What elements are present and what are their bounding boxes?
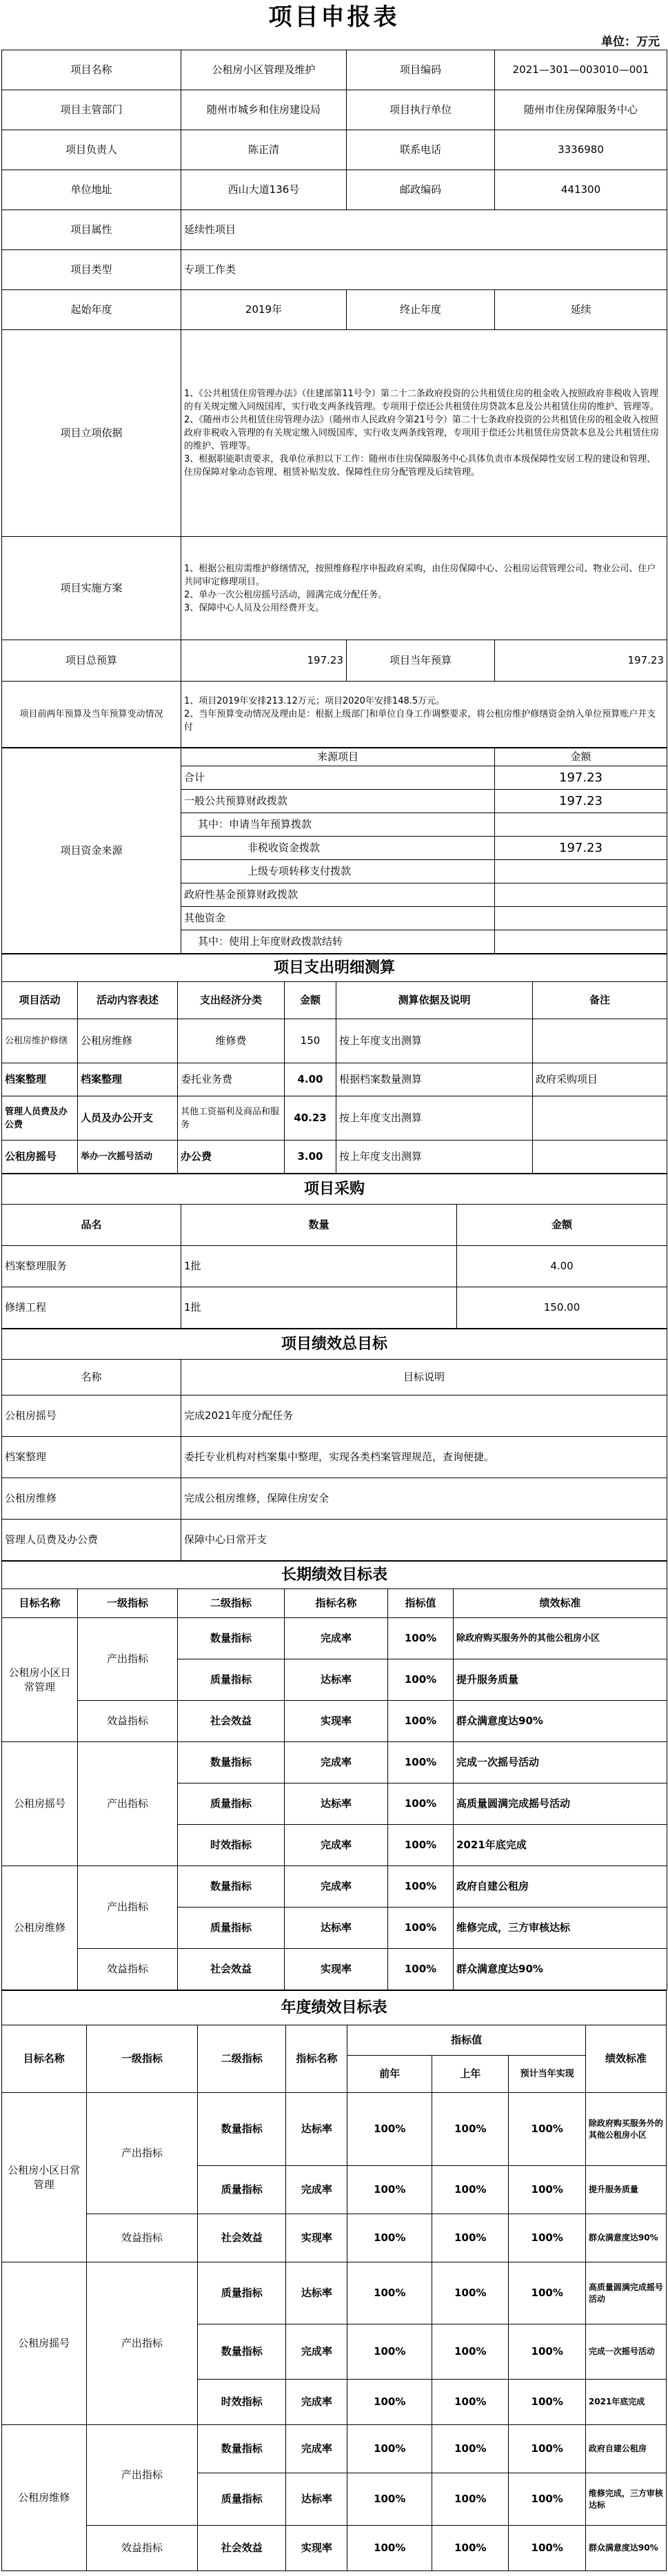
goals-table xyxy=(1,1329,667,1561)
project-code-label: 项目编码 xyxy=(347,50,495,90)
expense-header: 金额 xyxy=(285,982,336,1019)
table-row xyxy=(2,1478,667,1520)
cell: 完成率 xyxy=(285,1866,388,1908)
goals-header: 目标说明 xyxy=(181,1360,667,1396)
cell: 管理人员费及办公费 xyxy=(2,1520,181,1561)
table-row xyxy=(2,1019,667,1063)
budget-total-value: 197.23 xyxy=(181,640,347,682)
basis-text: 1、《公共租赁住房管理办法》（住建部第11号令）第二十二条政府投资的公共租赁住房的租金收入按照政府非税收入管理的有关规定缴入同级国库，实行收支两条线管理。专项用于偿还公共租赁住房贷款本息及公共租赁住房的维护、管理等。 2、《随州市公共租赁住房管理办法》（随州市人民政府令第21号令）第二十七条政府投资的公共租赁住房的租金收入按照政府非税收入管理的有关规定缴入同级国库，实行收支两条线管理，专项用于偿还公共租赁住房贷款本息及公共租赁住房的维护、管理等。 3、根据职能职责要求，我单位承担以下工作：随州市住房保障服务中心具体负责市本级保障性安居工程的建设和管理、住房保障对象动态管理、租赁补贴发放、保障性住房分配管理及后续管理。 xyxy=(181,330,667,537)
funding-amount xyxy=(495,860,667,883)
cell: 完成2021年度分配任务 xyxy=(181,1396,667,1437)
longterm-header-row xyxy=(2,1589,667,1618)
longterm-header: 指标值 xyxy=(388,1589,454,1618)
cell: 除政府购买服务外的其他公租房小区 xyxy=(454,1618,667,1659)
cell: 质量指标 xyxy=(178,1659,285,1701)
table-row xyxy=(2,1520,667,1561)
longterm-header: 目标名称 xyxy=(2,1589,78,1618)
plan-text: 1、根据公租房需维护修缮情况，按照维修程序申报政府采购，由住房保障中心、公租房运营管理公司、物业公司、住户共同审定修理项目。 2、单办一次公租房摇号活动，圆满完成分配任务。 3、保障中心人员及公用经费开支。 xyxy=(181,537,667,640)
cell: 按上年度支出测算 xyxy=(336,1141,533,1174)
cell: 实现率 xyxy=(286,2526,347,2571)
basis-label: 项目立项依据 xyxy=(2,330,181,537)
cell: 数量指标 xyxy=(198,2425,286,2473)
cell: 质量指标 xyxy=(178,1783,285,1825)
cell: 4.00 xyxy=(285,1063,336,1096)
cell: 除政府购买服务外的其他公租房小区 xyxy=(585,2093,666,2166)
cell: 群众满意度达90% xyxy=(585,2214,666,2262)
cell: 公租房摇号 xyxy=(2,1141,78,1174)
level1-indicator: 产出指标 xyxy=(78,1618,178,1701)
unit-label: 单位：万元 xyxy=(601,35,660,49)
cell: 100% xyxy=(347,2166,432,2214)
cell: 2021年底完成 xyxy=(585,2380,666,2425)
funding-amount xyxy=(495,930,667,954)
funding-amount: 197.23 xyxy=(495,766,667,790)
cell: 达标率 xyxy=(286,2262,347,2324)
cell: 公租房维护修缮 xyxy=(2,1019,78,1063)
phone-value: 3336980 xyxy=(495,130,667,170)
budget-year-value: 197.23 xyxy=(495,640,667,682)
longterm-header: 二级指标 xyxy=(178,1589,285,1618)
cell xyxy=(533,1141,667,1174)
table-row xyxy=(2,2526,667,2571)
attr-label: 项目属性 xyxy=(2,210,181,250)
cell: 100% xyxy=(509,2262,585,2324)
goals-header-row xyxy=(2,1360,667,1396)
annual-header: 一级指标 xyxy=(86,2025,198,2093)
cell: 根据档案数量测算 xyxy=(336,1063,533,1096)
cell: 100% xyxy=(432,2473,509,2526)
table-row xyxy=(2,1618,667,1659)
cell: 100% xyxy=(509,2093,585,2166)
cell: 时效指标 xyxy=(178,1825,285,1866)
cell: 1批 xyxy=(181,1246,457,1287)
cell: 100% xyxy=(432,2324,509,2380)
change-text: 1、项目2019年安排213.12万元；项目2020年安排148.5万元。 2、当年预算变动情况及理由是：根据上级部门和单位自身工作调整要求，将公租房维护修缮资金纳入单位预算账户并支付 xyxy=(181,682,667,748)
table-row xyxy=(2,1396,667,1437)
cell: 数量指标 xyxy=(178,1742,285,1783)
procurement-header-row xyxy=(2,1205,667,1246)
table-row xyxy=(2,1287,667,1329)
type-value: 专项工作类 xyxy=(181,250,667,290)
cell: 数量指标 xyxy=(198,2093,286,2166)
cell: 质量指标 xyxy=(198,2473,286,2526)
address-label: 单位地址 xyxy=(2,170,181,210)
cell: 委托业务费 xyxy=(178,1063,285,1096)
level1-indicator: 产出指标 xyxy=(86,2093,198,2214)
cell: 达标率 xyxy=(286,2473,347,2526)
cell: 100% xyxy=(509,2380,585,2425)
table-row xyxy=(2,2214,667,2262)
cell: 2021年底完成 xyxy=(454,1825,667,1866)
goal-name: 公租房维修 xyxy=(2,2425,87,2571)
cell xyxy=(533,1019,667,1063)
annual-header: 绩效标准 xyxy=(585,2025,666,2093)
cell: 100% xyxy=(347,2526,432,2571)
cell: 100% xyxy=(509,2324,585,2380)
start-label: 起始年度 xyxy=(2,290,181,330)
level1-indicator: 效益指标 xyxy=(78,1701,178,1742)
cell: 提升服务质量 xyxy=(585,2166,666,2214)
cell: 实现率 xyxy=(285,1949,388,1990)
cell: 100% xyxy=(432,2380,509,2425)
procurement-table xyxy=(1,1174,667,1329)
annual-header: 上年 xyxy=(432,2056,509,2093)
level1-indicator: 产出指标 xyxy=(78,1866,178,1949)
dept-label: 项目主管部门 xyxy=(2,90,181,130)
funding-source: 上级专项转移支付拨款 xyxy=(181,860,495,883)
funding-amount xyxy=(495,883,667,907)
cell: 100% xyxy=(347,2324,432,2380)
table-row xyxy=(2,1742,667,1783)
cell: 实现率 xyxy=(286,2214,347,2262)
cell: 高质量圆满完成摇号活动 xyxy=(454,1783,667,1825)
cell: 公租房摇号 xyxy=(2,1396,181,1437)
funding-source: 政府性基金预算财政拨款 xyxy=(181,883,495,907)
end-value: 延续 xyxy=(495,290,667,330)
table-row xyxy=(2,1701,667,1742)
project-name-value: 公租房小区管理及维护 xyxy=(181,50,347,90)
longterm-header: 指标名称 xyxy=(285,1589,388,1618)
cell: 100% xyxy=(388,1908,454,1949)
expense-title: 项目支出明细测算 xyxy=(2,954,667,982)
expense-header: 测算依据及说明 xyxy=(336,982,533,1019)
end-label: 终止年度 xyxy=(347,290,495,330)
cell: 社会效益 xyxy=(178,1701,285,1742)
expense-header: 项目活动 xyxy=(2,982,78,1019)
expense-header: 备注 xyxy=(533,982,667,1019)
project-declaration-form xyxy=(1,0,667,2571)
goal-name: 公租房摇号 xyxy=(2,2262,87,2425)
cell: 举办一次摇号活动 xyxy=(78,1141,178,1174)
budget-year-label: 项目当年预算 xyxy=(347,640,495,682)
table-row xyxy=(2,1096,667,1141)
cell: 维修完成，三方审核达标 xyxy=(585,2473,666,2526)
cell: 社会效益 xyxy=(198,2526,286,2571)
cell: 完成率 xyxy=(285,1742,388,1783)
expense-header-row xyxy=(2,982,667,1019)
funding-col-amount: 金额 xyxy=(495,748,667,766)
cell: 100% xyxy=(347,2380,432,2425)
cell: 100% xyxy=(432,2262,509,2324)
cell: 100% xyxy=(432,2093,509,2166)
cell: 100% xyxy=(388,1659,454,1701)
attr-value: 延续性项目 xyxy=(181,210,667,250)
annual-table xyxy=(1,1990,667,2571)
exec-label: 项目执行单位 xyxy=(347,90,495,130)
address-value: 西山大道136号 xyxy=(181,170,347,210)
goal-name: 公租房摇号 xyxy=(2,1742,78,1866)
cell: 100% xyxy=(509,2473,585,2526)
funding-amount: 197.23 xyxy=(495,837,667,860)
cell: 数量指标 xyxy=(178,1618,285,1659)
cell: 完成率 xyxy=(285,1618,388,1659)
level1-indicator: 产出指标 xyxy=(78,1742,178,1866)
cell: 管理人员费及办公费 xyxy=(2,1096,78,1141)
cell: 100% xyxy=(347,2473,432,2526)
cell: 100% xyxy=(388,1949,454,1990)
funding-amount xyxy=(495,813,667,837)
cell: 办公费 xyxy=(178,1141,285,1174)
funding-label: 项目资金来源 xyxy=(2,748,181,954)
cell: 按上年度支出测算 xyxy=(336,1096,533,1141)
cell: 质量指标 xyxy=(198,2262,286,2324)
zip-value: 441300 xyxy=(495,170,667,210)
table-row xyxy=(2,1949,667,1990)
annual-header: 指标名称 xyxy=(286,2025,347,2093)
procurement-header: 数量 xyxy=(181,1205,457,1246)
table-row xyxy=(2,1141,667,1174)
cell: 时效指标 xyxy=(198,2380,286,2425)
cell: 档案整理 xyxy=(78,1063,178,1096)
annual-header: 前年 xyxy=(347,2056,432,2093)
cell: 公租房维修 xyxy=(2,1478,181,1520)
goal-name: 公租房维修 xyxy=(2,1866,78,1990)
annual-title: 年度绩效目标表 xyxy=(2,1991,667,2025)
goal-name: 公租房小区日常管理 xyxy=(2,2093,87,2262)
cell: 实现率 xyxy=(285,1701,388,1742)
cell: 质量指标 xyxy=(178,1908,285,1949)
table-row xyxy=(2,1246,667,1287)
level1-indicator: 产出指标 xyxy=(86,2262,198,2425)
cell: 100% xyxy=(347,2093,432,2166)
cell: 100% xyxy=(509,2526,585,2571)
cell: 档案整理服务 xyxy=(2,1246,181,1287)
funding-table xyxy=(1,748,667,954)
cell: 100% xyxy=(388,1783,454,1825)
funding-source: 一般公共预算财政拨款 xyxy=(181,790,495,813)
leader-label: 项目负责人 xyxy=(2,130,181,170)
cell: 达标率 xyxy=(285,1783,388,1825)
cell: 100% xyxy=(347,2262,432,2324)
annual-header-row xyxy=(2,2025,667,2056)
cell: 100% xyxy=(432,2214,509,2262)
plan-label: 项目实施方案 xyxy=(2,537,181,640)
procurement-header: 金额 xyxy=(457,1205,667,1246)
project-code-value: 2021—301—003010—001 xyxy=(495,50,667,90)
annual-header: 目标名称 xyxy=(2,2025,87,2093)
goal-name: 公租房小区日常管理 xyxy=(2,1618,78,1742)
cell: 达标率 xyxy=(285,1908,388,1949)
cell: 修缮工程 xyxy=(2,1287,181,1329)
change-label: 项目前两年预算及当年预算变动情况 xyxy=(2,682,181,748)
type-label: 项目类型 xyxy=(2,250,181,290)
cell: 150 xyxy=(285,1019,336,1063)
cell: 提升服务质量 xyxy=(454,1659,667,1701)
funding-source: 合计 xyxy=(181,766,495,790)
cell: 完成一次摇号活动 xyxy=(454,1742,667,1783)
cell: 数量指标 xyxy=(178,1866,285,1908)
table-row xyxy=(2,2425,667,2473)
cell: 政府自建公租房 xyxy=(585,2425,666,2473)
cell: 社会效益 xyxy=(178,1949,285,1990)
cell: 数量指标 xyxy=(198,2324,286,2380)
basic-info-table xyxy=(1,50,667,748)
project-name-label: 项目名称 xyxy=(2,50,181,90)
cell: 100% xyxy=(388,1825,454,1866)
cell: 群众满意度达90% xyxy=(585,2526,666,2571)
cell: 群众满意度达90% xyxy=(454,1949,667,1990)
cell: 政府自建公租房 xyxy=(454,1866,667,1908)
cell xyxy=(533,1096,667,1141)
cell: 1批 xyxy=(181,1287,457,1329)
cell: 100% xyxy=(388,1618,454,1659)
cell: 完成率 xyxy=(286,2166,347,2214)
dept-value: 随州市城乡和住房建设局 xyxy=(181,90,347,130)
cell: 100% xyxy=(432,2425,509,2473)
longterm-header: 绩效标准 xyxy=(454,1589,667,1618)
procurement-header: 品名 xyxy=(2,1205,181,1246)
funding-source: 非税收资金拨款 xyxy=(181,837,495,860)
cell: 完成率 xyxy=(286,2324,347,2380)
cell: 高质量圆满完成摇号活动 xyxy=(585,2262,666,2324)
budget-total-label: 项目总预算 xyxy=(2,640,181,682)
cell: 达标率 xyxy=(285,1659,388,1701)
cell: 150.00 xyxy=(457,1287,667,1329)
cell: 3.00 xyxy=(285,1141,336,1174)
cell: 政府采购项目 xyxy=(533,1063,667,1096)
level1-indicator: 效益指标 xyxy=(78,1949,178,1990)
table-row xyxy=(2,2093,667,2166)
cell: 40.23 xyxy=(285,1096,336,1141)
procurement-title: 项目采购 xyxy=(2,1174,667,1205)
cell: 完成率 xyxy=(286,2425,347,2473)
longterm-header: 一级指标 xyxy=(78,1589,178,1618)
longterm-table xyxy=(1,1561,667,1990)
cell: 100% xyxy=(388,1701,454,1742)
level1-indicator: 效益指标 xyxy=(86,2214,198,2262)
expense-table xyxy=(1,954,667,1174)
leader-value: 陈正清 xyxy=(181,130,347,170)
level1-indicator: 产出指标 xyxy=(86,2425,198,2526)
start-value: 2019年 xyxy=(181,290,347,330)
zip-label: 邮政编码 xyxy=(347,170,495,210)
exec-value: 随州市住房保障服务中心 xyxy=(495,90,667,130)
form-title: 项目申报表 xyxy=(268,3,400,31)
cell: 完成率 xyxy=(286,2380,347,2425)
longterm-title: 长期绩效目标表 xyxy=(2,1562,667,1589)
cell: 100% xyxy=(388,1742,454,1783)
cell: 100% xyxy=(432,2526,509,2571)
funding-amount xyxy=(495,907,667,930)
funding-source: 其他资金 xyxy=(181,907,495,930)
expense-header: 活动内容表述 xyxy=(78,982,178,1019)
annual-header: 二级指标 xyxy=(198,2025,286,2093)
cell: 人员及办公开支 xyxy=(78,1096,178,1141)
table-row xyxy=(2,1866,667,1908)
cell: 达标率 xyxy=(286,2093,347,2166)
funding-source: 其中：申请当年预算拨款 xyxy=(181,813,495,837)
level1-indicator: 效益指标 xyxy=(86,2526,198,2571)
cell: 100% xyxy=(509,2214,585,2262)
cell: 公租房维修 xyxy=(78,1019,178,1063)
funding-col-source: 来源项目 xyxy=(181,748,495,766)
cell: 其他工资福利及商品和服务 xyxy=(178,1096,285,1141)
cell: 档案整理 xyxy=(2,1437,181,1478)
cell: 质量指标 xyxy=(198,2166,286,2214)
expense-header: 支出经济分类 xyxy=(178,982,285,1019)
table-row xyxy=(2,1063,667,1096)
funding-amount: 197.23 xyxy=(495,790,667,813)
cell: 100% xyxy=(432,2166,509,2214)
cell: 4.00 xyxy=(457,1246,667,1287)
table-row xyxy=(2,2262,667,2324)
cell: 群众满意度达90% xyxy=(454,1701,667,1742)
cell: 维修完成，三方审核达标 xyxy=(454,1908,667,1949)
cell: 100% xyxy=(509,2166,585,2214)
cell: 100% xyxy=(347,2214,432,2262)
cell: 完成公租房维修，保障住房安全 xyxy=(181,1478,667,1520)
phone-label: 联系电话 xyxy=(347,130,495,170)
funding-source: 其中：使用上年度财政拨款结转 xyxy=(181,930,495,954)
annual-header: 预计当年实现 xyxy=(509,2056,585,2093)
cell: 维修费 xyxy=(178,1019,285,1063)
cell: 社会效益 xyxy=(198,2214,286,2262)
cell: 委托专业机构对档案集中整理，实现各类档案管理规范，查询便捷。 xyxy=(181,1437,667,1478)
cell: 完成率 xyxy=(285,1825,388,1866)
cell: 档案整理 xyxy=(2,1063,78,1096)
cell: 100% xyxy=(347,2425,432,2473)
annual-header: 指标值 xyxy=(347,2025,585,2056)
table-row xyxy=(2,1437,667,1478)
cell: 按上年度支出测算 xyxy=(336,1019,533,1063)
cell: 100% xyxy=(509,2425,585,2473)
goals-title: 项目绩效总目标 xyxy=(2,1329,667,1360)
cell: 完成一次摇号活动 xyxy=(585,2324,666,2380)
cell: 保障中心日常开支 xyxy=(181,1520,667,1561)
goals-header: 名称 xyxy=(2,1360,181,1396)
cell: 100% xyxy=(388,1866,454,1908)
